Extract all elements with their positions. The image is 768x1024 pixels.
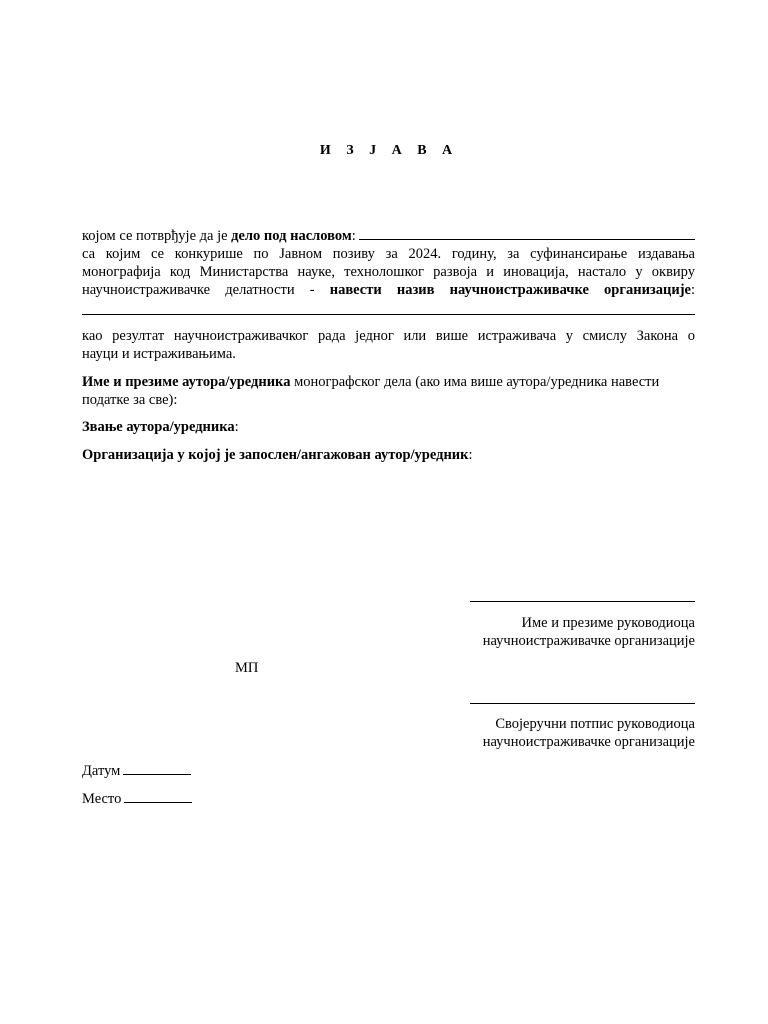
signature-line bbox=[470, 703, 695, 704]
author-organization-field bbox=[82, 446, 707, 464]
author-rank-label: Звање аутора/уредника bbox=[82, 419, 235, 435]
author-line-2: податке за све): bbox=[82, 392, 178, 408]
work-title-blank bbox=[359, 227, 695, 240]
statement-text-1: којом се потврђује да је bbox=[82, 228, 232, 244]
author-line-1 bbox=[82, 373, 707, 391]
result-paragraph bbox=[82, 327, 695, 363]
head-name-caption-line-1: Име и презиме руководиоца bbox=[521, 615, 695, 631]
statement-line-1 bbox=[82, 227, 695, 245]
date-label: Датум bbox=[82, 763, 121, 779]
author-rank-field bbox=[82, 418, 707, 436]
date-blank bbox=[123, 762, 191, 775]
head-name-line bbox=[470, 601, 695, 602]
statement-line-2: са којим се конкурише по Јавном позиву за 2024. годину, за суфинансирање издавања bbox=[82, 246, 695, 262]
colon: : bbox=[351, 228, 360, 244]
work-title-label: дело под насловом bbox=[231, 228, 352, 244]
author-field bbox=[82, 373, 707, 409]
stamp-label: МП bbox=[235, 660, 259, 676]
activity-text: научноистраживачке делатности - bbox=[82, 282, 330, 298]
statement-line-3: монографија код Министарства науке, технолошког развоја и иновација, настало у оквиру bbox=[82, 264, 695, 280]
organization-instruction: навести назив научноистраживачке организације bbox=[329, 282, 691, 298]
place-blank bbox=[124, 790, 192, 803]
signature-caption bbox=[440, 715, 695, 751]
colon: : bbox=[468, 447, 473, 463]
page-title: И З Ј А В А bbox=[319, 143, 459, 158]
organization-name-blank bbox=[82, 314, 695, 315]
colon: : bbox=[234, 419, 239, 435]
statement-line-4 bbox=[82, 281, 695, 299]
head-name-caption bbox=[440, 614, 695, 650]
place-label: Место bbox=[82, 791, 122, 807]
date-field bbox=[82, 762, 191, 780]
head-name-caption-line-2: научноистраживачке организације bbox=[482, 633, 695, 649]
statement-paragraph bbox=[82, 227, 695, 299]
author-note: монографског дела (ако има више аутора/уредника навести bbox=[290, 374, 660, 390]
author-organization-label: Организација у којој је запослен/ангажован аутор/уредник bbox=[82, 447, 469, 463]
signature-caption-line-2: научноистраживачке организације bbox=[482, 734, 695, 750]
signature-caption-line-1: Својеручни потпис руководиоца bbox=[495, 716, 695, 732]
place-field bbox=[82, 790, 192, 808]
result-line-2: науци и истраживањима. bbox=[82, 346, 236, 362]
colon: : bbox=[690, 282, 695, 298]
result-line-1: као резултат научноистраживачког рада једног или више истраживача у смислу Закона о bbox=[82, 328, 695, 344]
author-label: Име и презиме аутора/уредника bbox=[82, 374, 291, 390]
